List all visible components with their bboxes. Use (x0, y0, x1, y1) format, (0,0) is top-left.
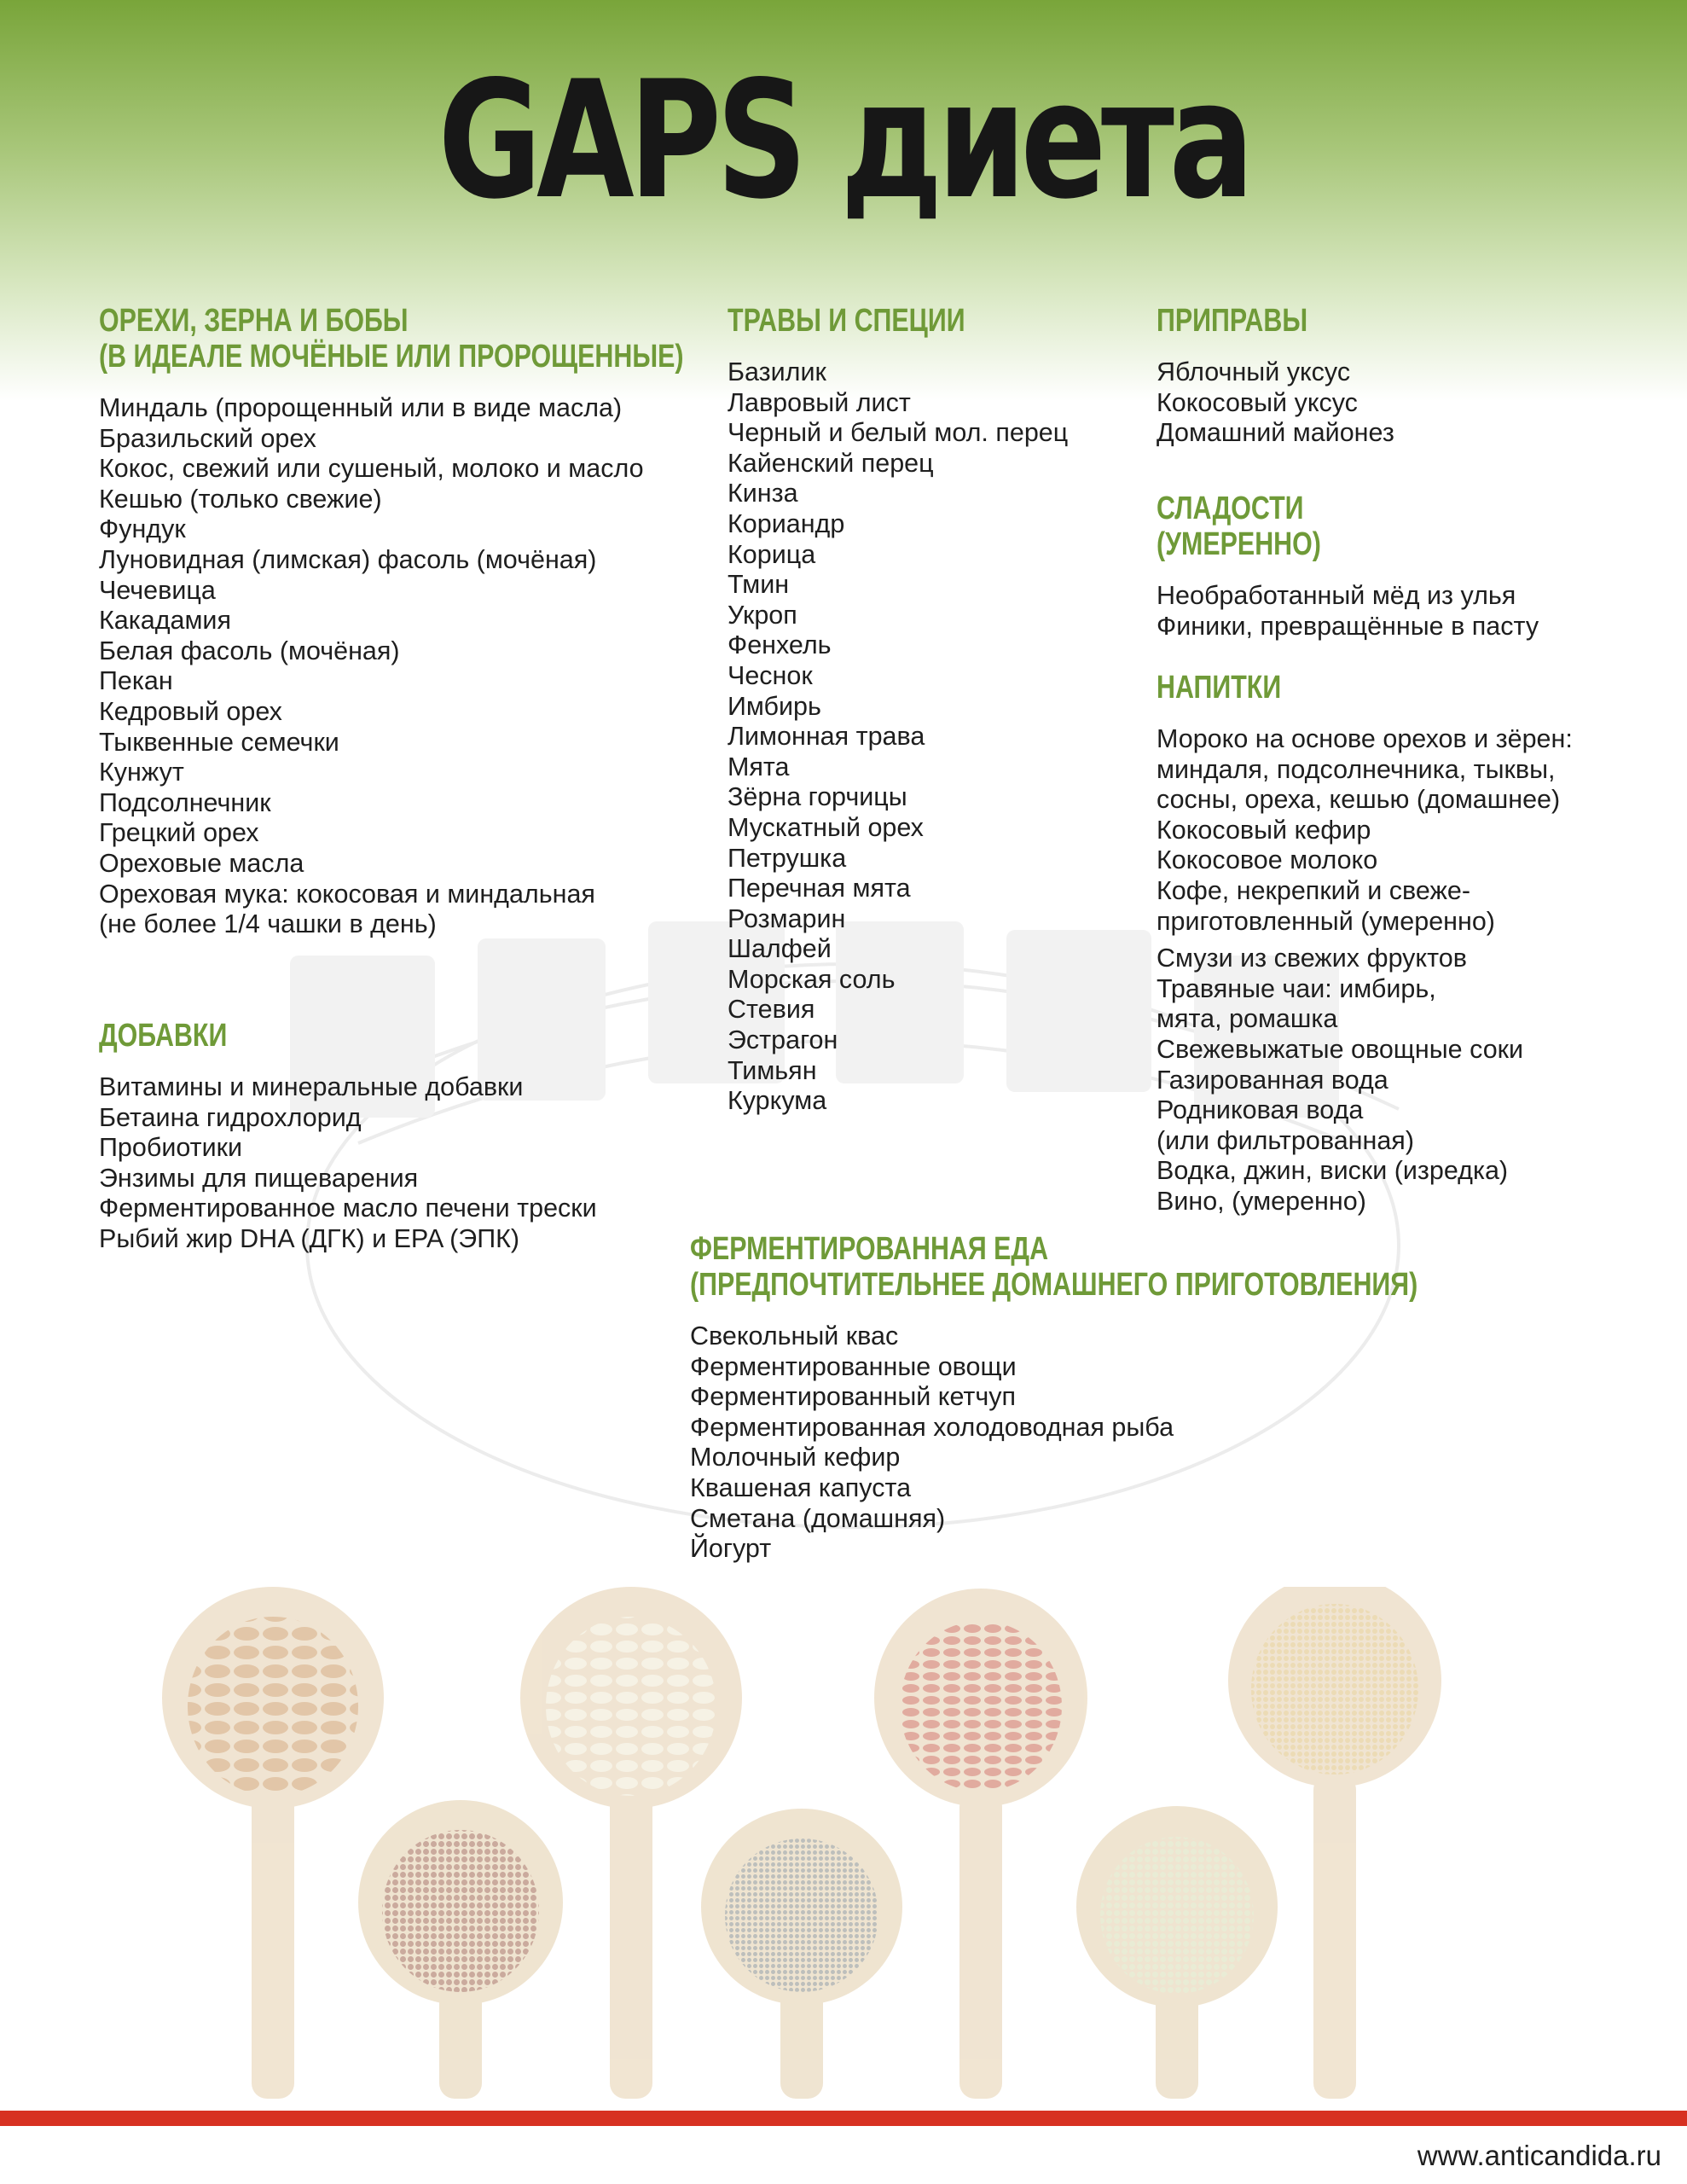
list-item: Витамины и минеральные добавки (99, 1072, 524, 1101)
item-list (99, 1072, 597, 1255)
list-item: Ферментированные овощи (690, 1351, 1017, 1381)
list-item: Тмин (728, 570, 790, 600)
list-item: приготовленный (умеренно) (1157, 906, 1495, 936)
list-item: Кориандр (728, 508, 845, 538)
list-item: Кешью (только свежие) (99, 484, 382, 514)
list-item: Зёрна горчицы (728, 782, 907, 812)
spoons-illustration (0, 1587, 1687, 2099)
list-item: Мята (728, 752, 790, 781)
section-heading: ТРАВЫ И СПЕЦИИ (728, 303, 965, 339)
list-item: Кофе, некрепкий и свеже- (1157, 875, 1470, 905)
list-item: Свежевыжатые овощные соки (1157, 1034, 1524, 1064)
section-condiments (1157, 303, 1394, 449)
list-item: Энзимы для пищеварения (99, 1163, 419, 1193)
list-item: миндаля, подсолнечника, тыквы, (1157, 754, 1556, 784)
list-item: Лавровый лист (728, 387, 911, 417)
list-item: Молочный кефир (690, 1443, 901, 1472)
list-item: Луновидная (лимская) фасоль (мочёная) (99, 544, 597, 574)
section-nuts-grains-beans (99, 303, 830, 940)
list-item: Кокосовый кефир (1157, 815, 1371, 845)
list-item: Кинза (728, 479, 798, 508)
section-heading: СЛАДОСТИ (УМЕРЕННО) (1157, 491, 1321, 562)
list-item: Яблочный уксус (1157, 357, 1351, 386)
list-item: Розмарин (728, 903, 846, 933)
list-item: Тимьян (728, 1055, 817, 1085)
list-item: Подсолнечник (99, 787, 271, 817)
list-item: Черный и белый мол. перец (728, 418, 1069, 448)
list-item: Укроп (728, 600, 797, 630)
list-item: Ферментированная холодоводная рыба (690, 1412, 1174, 1442)
list-item: Миндаль (пророщенный или в виде масла) (99, 393, 623, 422)
list-item: Пробиотики (99, 1133, 243, 1163)
list-item: Смузи из свежих фруктов (1157, 944, 1467, 973)
list-item: Финики, превращённые в пасту (1157, 611, 1539, 641)
list-item: Ферментированный кетчуп (690, 1382, 1017, 1412)
list-item: (не более 1/4 чашки в день) (99, 909, 437, 939)
list-item: Вино, (умеренно) (1157, 1186, 1366, 1216)
list-item: Белая фасоль (мочёная) (99, 636, 400, 665)
list-item: Имбирь (728, 691, 821, 721)
list-item: Чеснок (728, 660, 813, 690)
item-list (690, 1321, 1600, 1565)
section-drinks (1157, 670, 1573, 1217)
list-item: Пекан (99, 666, 173, 696)
section-heading: НАПИТКИ (1157, 670, 1282, 706)
list-item: Кокосовый уксус (1157, 387, 1358, 417)
list-item: Куркума (728, 1086, 827, 1116)
item-list (1157, 357, 1394, 449)
list-item: Морская соль (728, 964, 896, 994)
section-supplements (99, 1018, 597, 1255)
list-item: Травяные чаи: имбирь, (1157, 973, 1436, 1003)
list-item: Бразильский орех (99, 423, 316, 453)
item-list (1157, 724, 1573, 1217)
list-item: Водка, джин, виски (изредка) (1157, 1156, 1509, 1186)
item-list (1157, 581, 1539, 642)
list-item: Кокос, свежий или сушеный, молоко и масло (99, 454, 644, 484)
list-item: Родниковая вода (1157, 1095, 1364, 1125)
section-sweets (1157, 491, 1539, 642)
list-item: Ферментированное масло печени трески (99, 1194, 597, 1223)
list-item: Свекольный квас (690, 1321, 899, 1350)
list-item: Квашеная капуста (690, 1472, 912, 1502)
list-item: Базилик (728, 357, 826, 386)
list-item: Рыбий жир DHA (ДГК) и EPA (ЭПК) (99, 1223, 520, 1253)
list-item: Фундук (99, 514, 186, 544)
list-item: Тыквенные семечки (99, 727, 339, 757)
section-fermented-food (690, 1231, 1600, 1565)
list-item: Кунжут (99, 758, 184, 787)
list-item: Йогурт (690, 1534, 772, 1564)
list-item: Стевия (728, 995, 815, 1025)
list-item: Шалфей (728, 934, 832, 964)
section-heading: ДОБАВКИ (99, 1018, 228, 1054)
list-item: Газированная вода (1157, 1065, 1388, 1095)
list-item: Необработанный мёд из улья (1157, 581, 1516, 610)
footer-bar (0, 2111, 1687, 2126)
list-item: Домашний майонез (1157, 418, 1394, 448)
section-herbs-spices (728, 303, 1068, 1117)
list-item: Мороко на основе орехов и зёрен: (1157, 724, 1573, 753)
list-item: Эстрагон (728, 1025, 838, 1055)
page-title: GAPS диета (438, 46, 1249, 235)
list-item: Бетаина гидрохлорид (99, 1102, 362, 1132)
list-item: Кайенский перец (728, 448, 934, 478)
item-list (728, 357, 1068, 1117)
list-item: Ореховые масла (99, 848, 304, 878)
list-item: Кокосовое молоко (1157, 845, 1378, 875)
list-item: Грецкий орех (99, 818, 259, 848)
footer-url[interactable]: www.anticandida.ru (1417, 2140, 1661, 2171)
item-list (99, 393, 830, 940)
list-item: (или фильтрованная) (1157, 1125, 1414, 1155)
list-item: Чечевица (99, 575, 216, 605)
list-item: Лимонная трава (728, 722, 925, 752)
list-item: Сметана (домашняя) (690, 1503, 946, 1533)
list-item: Петрушка (728, 843, 847, 873)
list-item: Перечная мята (728, 874, 911, 903)
list-item: Фенхель (728, 630, 832, 660)
section-heading: ПРИПРАВЫ (1157, 303, 1308, 339)
list-item: сосны, ореха, кешью (домашнее) (1157, 785, 1561, 815)
list-item: Корица (728, 539, 816, 569)
list-item: Мускатный орех (728, 812, 924, 842)
section-heading: ОРЕХИ, ЗЕРНА И БОБЫ (В ИДЕАЛЕ МОЧЁНЫЕ ИЛИ ПРОРОЩЕННЫЕ) (99, 303, 684, 375)
list-item: Ореховая мука: кокосовая и миндальная (99, 879, 595, 909)
list-item: Какадамия (99, 606, 231, 636)
list-item: мята, ромашка (1157, 1004, 1338, 1034)
list-item: Кедровый орех (99, 696, 282, 726)
section-heading: ФЕРМЕНТИРОВАННАЯ ЕДА (ПРЕДПОЧТИТЕЛЬНЕЕ ДОМАШНЕГО ПРИГОТОВЛЕНИЯ) (690, 1231, 1418, 1303)
